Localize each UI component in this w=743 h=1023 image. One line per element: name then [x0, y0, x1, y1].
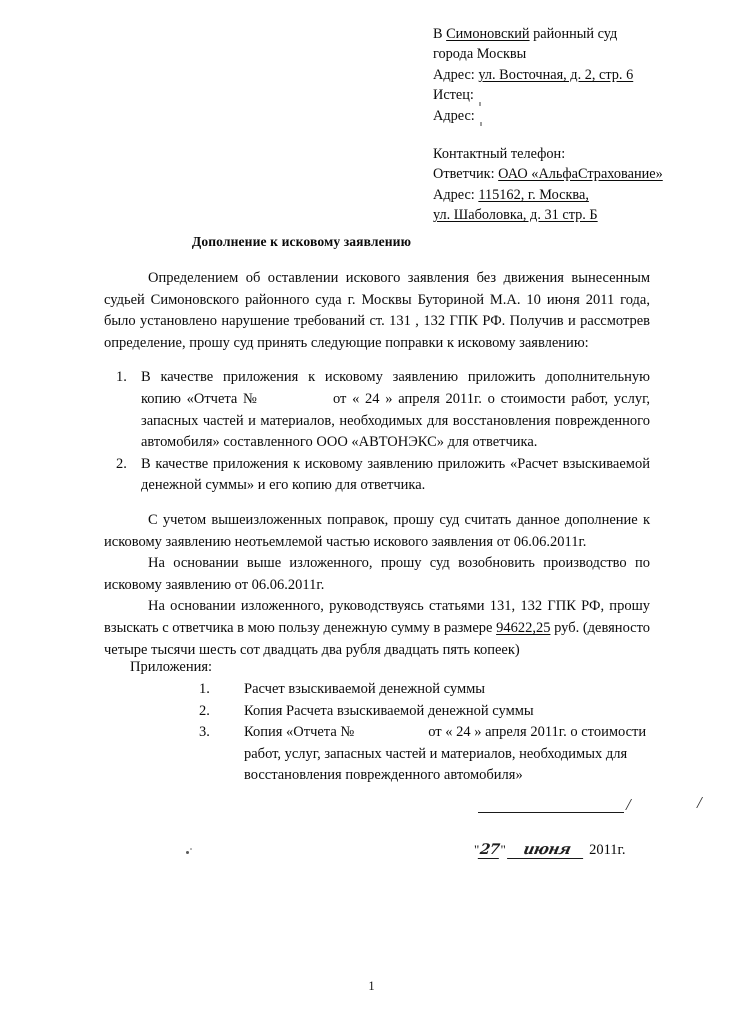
plaintiff-address-value-redacted [478, 106, 548, 118]
appendix-3-continuation: от « 24 » апреля 2011г. о стоимости работ, услуг, запасных частей и материалов, необходимых для восстановления поврежденного автомобиля» [244, 724, 647, 784]
paragraph-confirm: С учетом вышеизложенных поправок, прошу суд считать данное дополнение к исковому заявлению неотьемлемой частью искового заявления от 06.06.2011г. [104, 511, 650, 550]
signature-slash-right: / [697, 793, 702, 812]
appendix-2-text: Копия Расчета взыскиваемой денежной суммы [244, 702, 534, 719]
addressee-block [433, 24, 703, 126]
plaintiff-row [433, 85, 703, 105]
appendix-1-text: Расчет взыскиваемой денежной суммы [244, 681, 486, 697]
amendment-1-part1: В качестве приложения к исковому заявлению приложить дополнительную копию «Отчета № [141, 369, 650, 407]
appendix-3-text: Копия «Отчета № [244, 724, 355, 741]
list-item [104, 679, 664, 701]
respondent-row [433, 164, 713, 184]
appendices-heading: Приложения: [130, 659, 213, 675]
claim-amount: 94622,25 [496, 619, 551, 636]
document-body [104, 268, 650, 661]
respondent-address-row [433, 185, 713, 205]
amendment-2-part1: В качестве приложения к исковому заявлению приложить «Расчет взыскиваемой денежной суммы» и его копию для ответчика. [141, 455, 650, 494]
page-number: 1 [368, 979, 375, 993]
claim-text-before: На основании изложенного, руководствуясь статьями 131, 132 ГПК РФ, прошу взыскать с ответчика в мою пользу денежную сумму в размере [104, 598, 650, 636]
paragraph-resume: На основании выше изложенного, прошу суд возобновить производство по исковому заявлению от 06.06.2011г. [104, 555, 650, 593]
date-year: 2011г. [589, 842, 626, 858]
plaintiff-address-label: Адрес: [433, 107, 475, 124]
appendices-list [104, 679, 664, 787]
respondent-address-value-1: 115162, г. Москва, [478, 186, 589, 203]
signature-slash-left: / [626, 795, 631, 814]
respondent-block [433, 144, 713, 226]
plaintiff-label: Истец: [433, 87, 474, 104]
spacer [104, 354, 650, 367]
addressee-address-label: Адрес: [433, 66, 475, 83]
addressee-court: В Симоновский районный суд [433, 26, 618, 42]
handwritten-day: 27 [479, 841, 501, 858]
respondent-address-value-2: ул. Шаболовка, д. 31 стр. Б [433, 207, 598, 224]
spacer [104, 497, 650, 510]
addressee-address-value: ул. Восточная, д. 2, стр. 6 [478, 66, 634, 83]
list-item [104, 701, 664, 723]
scan-speck [186, 851, 189, 854]
date-close-quote: " [500, 842, 506, 857]
addressee-address-row [433, 65, 703, 85]
page-title: Дополнение к исковому заявлению [191, 234, 412, 249]
signature-line [478, 812, 624, 813]
plaintiff-value-redacted [477, 85, 547, 97]
paragraph-claim [104, 596, 650, 661]
amendments-list [104, 367, 650, 497]
signature-date-row [474, 840, 625, 859]
respondent-address-label: Адрес: [433, 186, 475, 203]
respondent-value: ОАО «АльфаСтрахование» [498, 166, 663, 183]
intro-paragraph: Определением об оставлении искового заявления без движения вынесенным судьей Симоновского районного суда г. Москвы Буториной М.А. 10 июня 2011 года, было установлено нарушение требований ст. 131 , 132 ГПК РФ. Получив и рассмотрев определение, прошу суд принять следующие поправки к исковому заявлению: [104, 270, 650, 351]
date-open-quote: " [474, 842, 480, 857]
handwritten-month: июня [507, 840, 587, 859]
plaintiff-address-row [433, 106, 703, 126]
addressee-city: города Москвы [433, 46, 527, 63]
amendment-1-part2: от « 24 » апреля 2011г. о стоимости работ, услуг, запасных частей и материалов, необходимых для восстановления поврежденного автомобиля» составленного ООО «АВТОНЭКС» для ответчика. [141, 390, 650, 451]
court-name: Симоновский [446, 26, 530, 42]
list-item [104, 454, 650, 497]
respondent-label: Ответчик: [433, 166, 495, 183]
contact-phone-label: Контактный телефон: [433, 146, 566, 162]
claim-text-after: руб. (девяносто четыре тысячи шесть сот двадцать два рубля двадцать пять копеек) [104, 619, 651, 658]
list-item [104, 367, 650, 453]
scan-speck [190, 848, 192, 850]
list-item [104, 722, 664, 787]
